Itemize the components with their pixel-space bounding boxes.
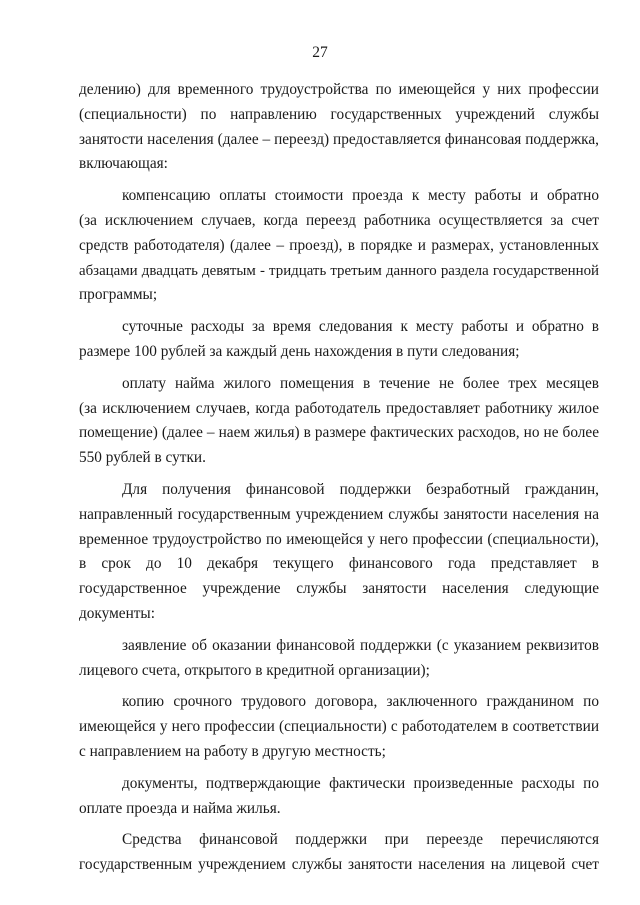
text-line: направленный государственным учреждением службы занятости населения на: [79, 505, 599, 523]
text-line: государственное учреждение службы занятости населения следующие: [79, 580, 599, 598]
text-line: (специальности) по направлению государственных учреждений службы: [79, 105, 599, 123]
paragraph-9: [79, 828, 599, 878]
text-line: имеющейся у него профессии (специальности) с работодателем в соответствии: [79, 718, 599, 736]
text-line: Средства финансовой поддержки при переезде перечисляются: [122, 831, 599, 849]
text-line: оплате проезда и найма жилья.: [79, 799, 281, 817]
text-line: 550 рублей в сутки.: [79, 449, 206, 467]
text-line: помещение) (далее – наем жилья) в размере фактических расходов, но не более: [79, 424, 599, 442]
text-line: заявление об оказании финансовой поддержки (с указанием реквизитов: [122, 636, 599, 654]
paragraph-4: [79, 372, 599, 471]
paragraph-5: [79, 478, 599, 627]
text-line: копию срочного трудового договора, заключенного гражданином по: [122, 693, 599, 711]
text-line: Для получения финансовой поддержки безработный гражданин,: [122, 480, 599, 498]
paragraph-1: [79, 78, 599, 177]
text-line: программы;: [79, 286, 158, 304]
text-line: размере 100 рублей за каждый день нахождения в пути следования;: [79, 342, 520, 360]
paragraph-3: [79, 315, 599, 365]
text-line: с направлением на работу в другую местность;: [79, 742, 386, 760]
paragraph-8: [79, 772, 599, 822]
text-line: средств работодателя) (далее – проезд), в порядке и размерах, установленных: [79, 236, 599, 254]
text-line: оплату найма жилого помещения в течение не более трех месяцев: [122, 374, 599, 392]
document-body: [79, 78, 599, 878]
text-line: включающая:: [79, 155, 168, 173]
paragraph-6: [79, 634, 599, 684]
text-line: (за исключением случаев, когда работодатель предоставляет работнику жилое: [79, 399, 599, 417]
text-line: делению) для временного трудоустройства по имеющейся у них профессии: [79, 81, 599, 98]
text-line: суточные расходы за время следования к месту работы и обратно в: [122, 318, 599, 336]
text-line: в срок до 10 декабря текущего финансового года представляет в: [79, 555, 599, 573]
text-line: документы:: [79, 604, 155, 622]
text-line: государственным учреждением службы занятости населения на лицевой счет: [79, 856, 599, 874]
paragraph-2: [79, 184, 599, 308]
text-line: временное трудоустройство по имеющейся у него профессии (специальности),: [79, 530, 599, 548]
paragraph-7: [79, 690, 599, 764]
page-number: 27: [312, 44, 328, 61]
text-line: компенсацию оплаты стоимости проезда к месту работы и обратно: [122, 187, 599, 205]
text-line: занятости населения (далее – переезд) предоставляется финансовая поддержка,: [79, 130, 599, 148]
text-line: абзацами двадцать девятым - тридцать третьим данного раздела государственной: [79, 262, 599, 279]
text-line: (за исключением случаев, когда переезд работника осуществляется за счет: [79, 211, 599, 229]
text-line: документы, подтверждающие фактически произведенные расходы по: [122, 774, 599, 792]
text-line: лицевого счета, открытого в кредитной организации);: [79, 661, 430, 679]
